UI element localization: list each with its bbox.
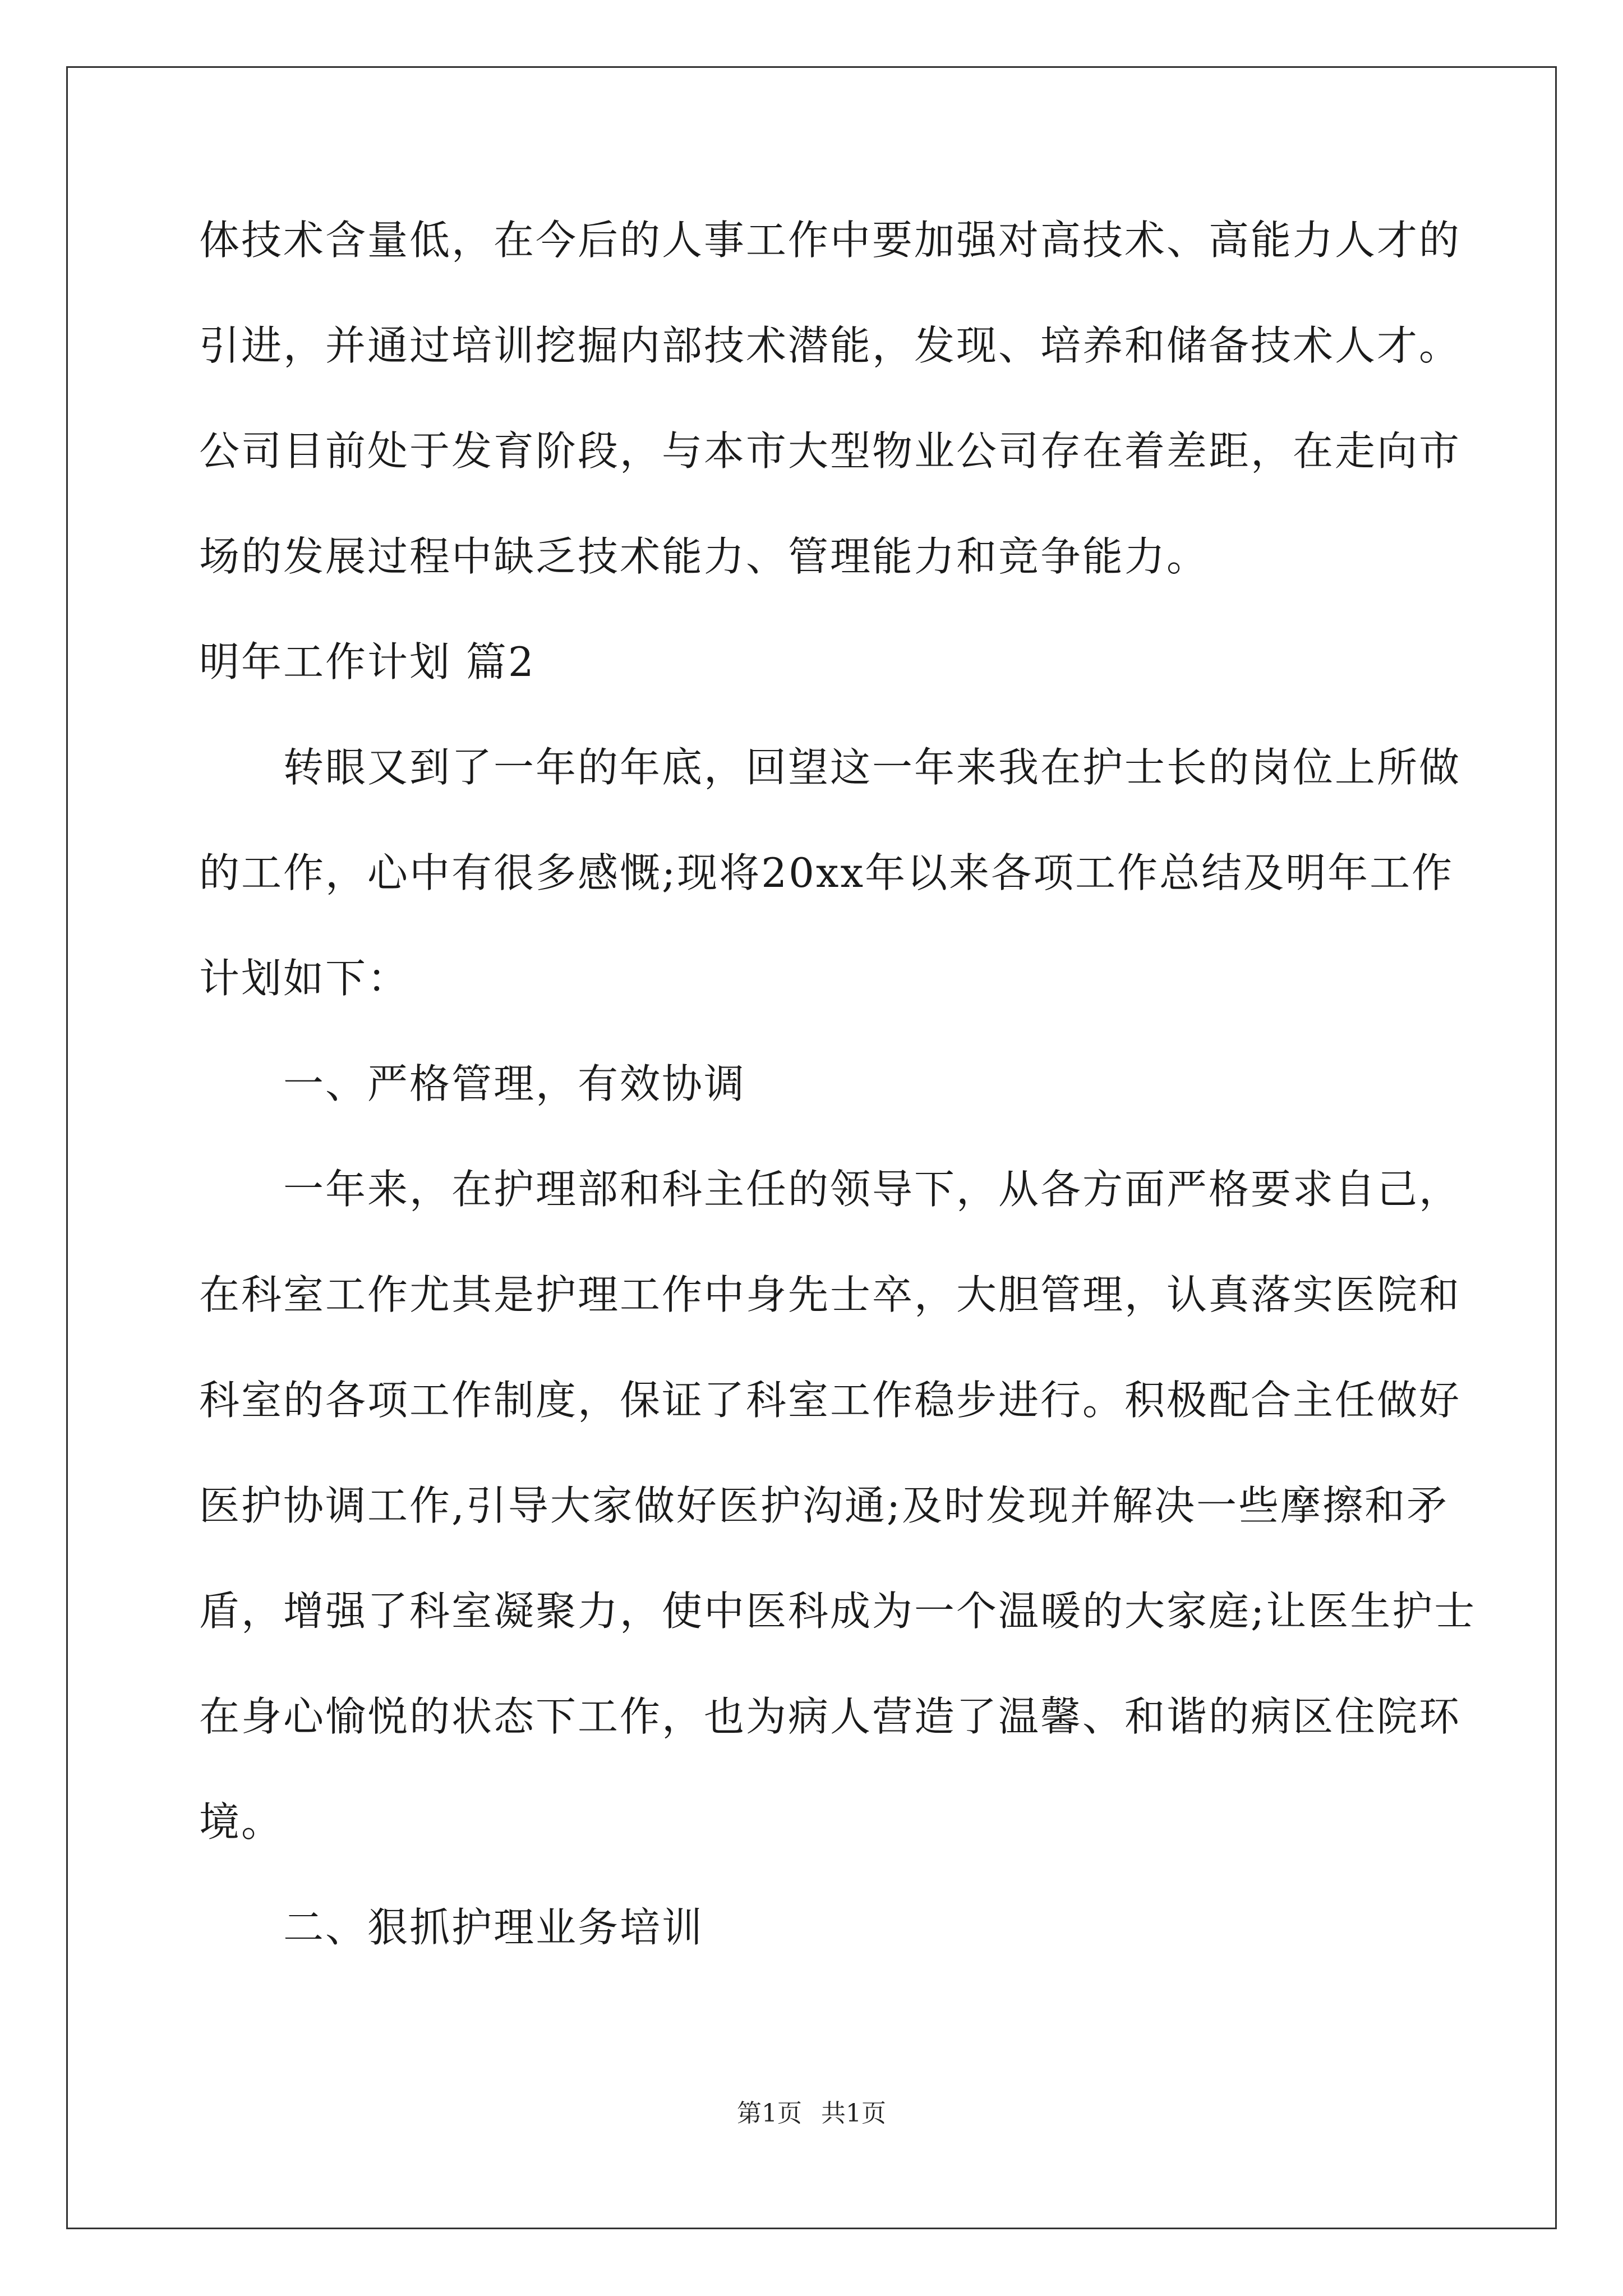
text-line: 计划如下： (199, 955, 410, 1002)
text-line: 体技术含量低，在今后的人事工作中要加强对高技术、高能力人才的 (199, 217, 1461, 264)
text-line: 在身心愉悦的状态下工作，也为病人营造了温馨、和谐的病区住院环 (199, 1693, 1461, 1740)
document-body (199, 213, 1477, 2006)
subsection-heading: 一、严格管理，有效协调 (283, 1060, 746, 1107)
page-footer (0, 2098, 1623, 2129)
subsection-heading: 二、狠抓护理业务培训 (283, 1904, 704, 1951)
text-line: 的工作，心中有很多感慨;现将20xx年以来各项工作总结及明年工作 (199, 849, 1454, 896)
page-number: 第1页 (737, 2099, 802, 2128)
text-line: 场的发展过程中缺乏技术能力、管理能力和竞争能力。 (199, 533, 1209, 580)
text-line: 境。 (199, 1798, 284, 1846)
text-line: 盾，增强了科室凝聚力，使中医科成为一个温暖的大家庭;让医生护士 (199, 1588, 1477, 1635)
section-heading: 明年工作计划 篇2 (199, 638, 536, 685)
text-line: 一年来，在护理部和科主任的领导下，从各方面严格要求自己， (283, 1166, 1461, 1213)
text-line: 在科室工作尤其是护理工作中身先士卒，大胆管理，认真落实医院和 (199, 1271, 1461, 1318)
page-total: 共1页 (821, 2099, 886, 2128)
text-line: 科室的各项工作制度，保证了科室工作稳步进行。积极配合主任做好 (199, 1377, 1461, 1424)
text-line: 转眼又到了一年的年底，回望这一年来我在护士长的岗位上所做 (283, 744, 1461, 791)
text-line: 公司目前处于发育阶段，与本市大型物业公司存在着差距，在走向市 (199, 427, 1461, 475)
text-line: 医护协调工作,引导大家做好医护沟通;及时发现并解决一些摩擦和矛 (199, 1482, 1449, 1529)
text-line: 引进，并通过培训挖掘内部技术潜能，发现、培养和储备技术人才。 (199, 322, 1461, 369)
